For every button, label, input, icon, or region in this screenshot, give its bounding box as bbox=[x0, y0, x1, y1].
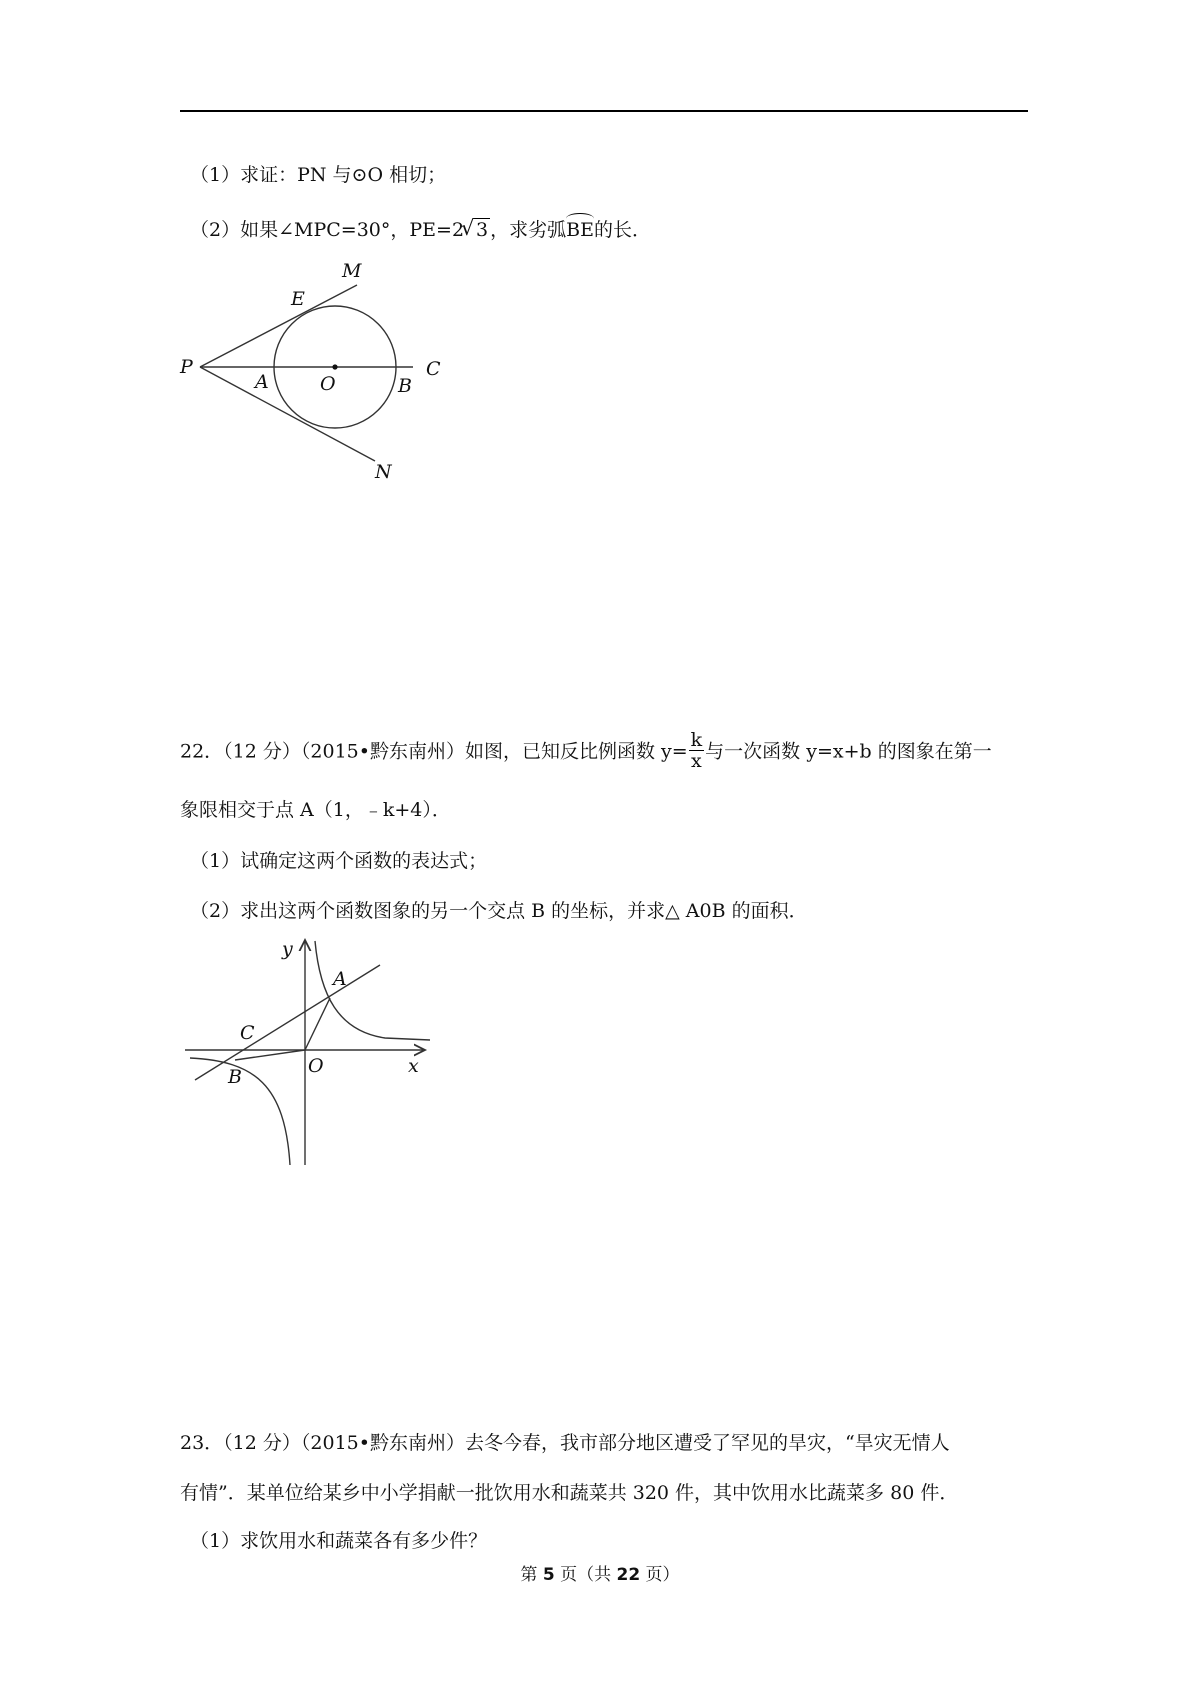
label-b: B bbox=[398, 375, 412, 397]
q23-part1: （1）求饮用水和蔬菜各有多少件？ bbox=[190, 1530, 488, 1552]
q22-part1: （1）试确定这两个函数的表达式； bbox=[190, 850, 488, 872]
segment-oa bbox=[305, 998, 330, 1050]
q23-line2: 有情”．某单位给某乡中小学捐献一批饮用水和蔬菜共 320 件，其中饮用水比蔬菜多 80 件． bbox=[180, 1482, 959, 1504]
line-pn bbox=[200, 367, 375, 461]
footer-total-pages: 22 bbox=[616, 1565, 641, 1585]
q21-sqrt: √ 3 bbox=[474, 218, 490, 241]
line-pm bbox=[200, 285, 357, 367]
label-m: M bbox=[342, 260, 362, 282]
q21-part2-pre: （2）如果∠MPC=30°，PE=2 bbox=[190, 219, 465, 241]
footer-page-number: 5 bbox=[542, 1565, 555, 1585]
label-o: O bbox=[308, 1055, 324, 1077]
q21-part2-mid: ，求劣弧 bbox=[490, 219, 567, 241]
q23-line1: 23．（12 分）（2015•黔东南州）去冬今春，我市部分地区遭受了罕见的旱灾，“旱灾无情人 bbox=[180, 1432, 950, 1454]
center-point-o bbox=[332, 364, 337, 369]
q21-arc-be: BE bbox=[566, 219, 594, 241]
label-e: E bbox=[291, 288, 305, 310]
segment-ob bbox=[235, 1050, 305, 1060]
footer-post: 页） bbox=[640, 1565, 680, 1585]
q22-frac-den: x bbox=[691, 750, 702, 772]
hyperbola-branch-1 bbox=[315, 941, 430, 1040]
page-footer bbox=[0, 1560, 1200, 1585]
label-o: O bbox=[320, 373, 336, 395]
q21-part2 bbox=[190, 215, 651, 242]
q22-fraction bbox=[689, 730, 705, 771]
q22-part2: （2）求出这两个函数图象的另一个交点 B 的坐标，并求△ A0B 的面积． bbox=[190, 900, 808, 922]
q22-line1 bbox=[180, 729, 992, 773]
label-p: P bbox=[180, 356, 193, 378]
q21-part1: （1）求证：PN 与⊙O 相切； bbox=[190, 164, 447, 186]
label-c: C bbox=[426, 358, 441, 380]
label-a: A bbox=[333, 968, 347, 990]
q21-part2-post: 的长． bbox=[594, 219, 652, 241]
q21-figure bbox=[175, 255, 455, 480]
label-y: y bbox=[282, 938, 293, 960]
footer-pre: 第 bbox=[520, 1565, 543, 1585]
header-rule bbox=[180, 110, 1028, 112]
q22-line2: 象限相交于点 A（1，﹣k+4）． bbox=[180, 799, 451, 821]
footer-mid: 页（共 bbox=[554, 1565, 617, 1585]
q22-frac-num: k bbox=[690, 729, 703, 751]
q22-line1-post: 与一次函数 y=x+b 的图象在第一 bbox=[705, 740, 992, 763]
label-n: N bbox=[375, 461, 392, 480]
q22-figure bbox=[180, 935, 440, 1170]
label-b: B bbox=[228, 1066, 242, 1088]
label-a: A bbox=[255, 371, 269, 393]
label-c: C bbox=[240, 1022, 255, 1044]
label-x: x bbox=[408, 1055, 419, 1077]
q22-line1-pre: 22．（12 分）（2015•黔东南州）如图，已知反比例函数 y= bbox=[180, 740, 688, 763]
